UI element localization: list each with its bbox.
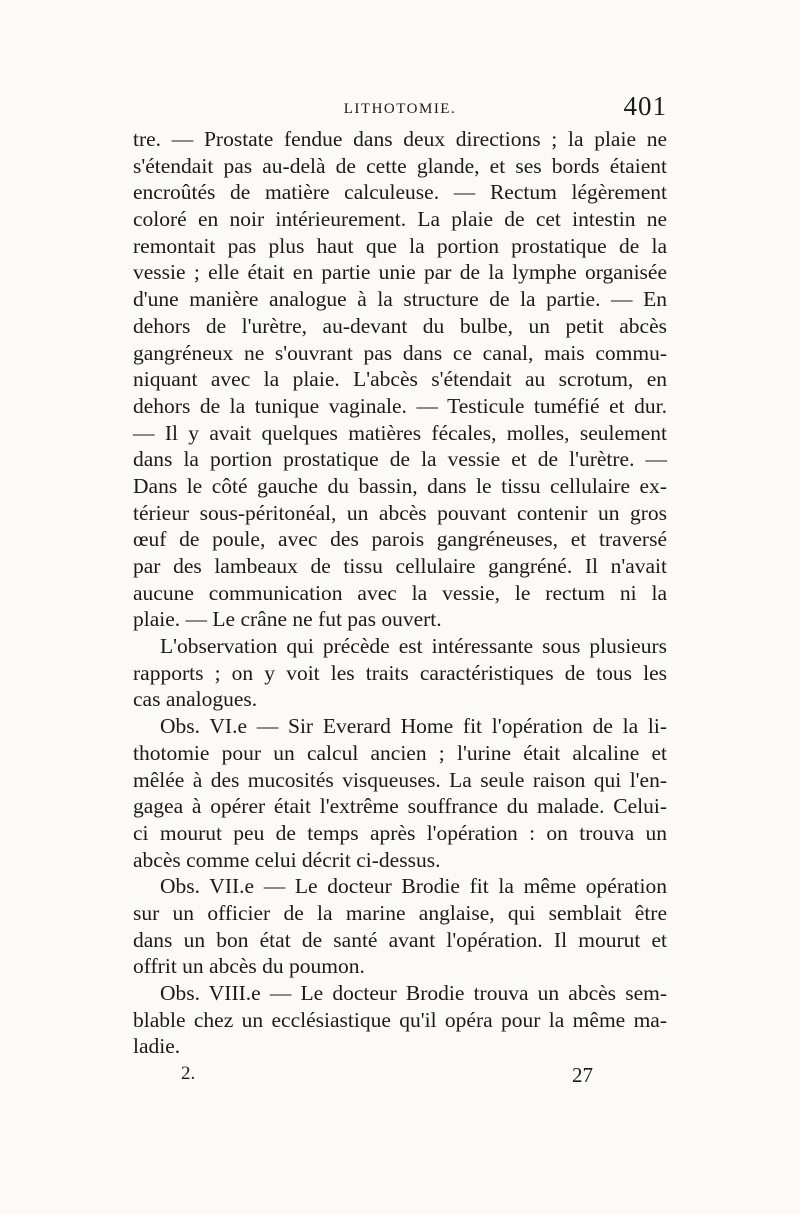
text-line: sur un officier de la marine anglaise, qui semblait être [133,900,667,925]
text-line: Obs. VI.e — Sir Everard Home fit l'opération de la li- [160,714,667,739]
text-line: blable chez un ecclésiastique qu'il opéra pour la même ma- [133,1007,667,1032]
text-line: thotomie pour un calcul ancien ; l'urine était alcaline et [133,740,667,765]
text-line: gagea à opérer était l'extrême souffrance du malade. Celui- [133,794,667,819]
text-line: encroûtés de matière calculeuse. — Rectum légèrement [133,180,667,205]
text-line: dans la portion prostatique de la vessie et de l'urètre. — [133,447,667,472]
text-line: remontait pas plus haut que la portion prostatique de la [133,233,667,258]
text-line: térieur sous-péritonéal, un abcès pouvant contenir un gros [133,500,667,525]
text-line: ci mourut peu de temps après l'opération : on trouva un [133,820,667,845]
text-line: mêlée à des mucosités visqueuses. La seule raison qui l'en- [133,767,667,792]
text-line: d'une manière analogue à la structure de la partie. — En [133,287,667,312]
text-line: plaie. — Le crâne ne fut pas ouvert. [133,607,442,632]
text-line: ladie. [133,1034,181,1059]
page-footer [133,1063,667,1093]
text-line: dehors de l'urètre, au-devant du bulbe, un petit abcès [133,313,667,338]
text-line: — Il y avait quelques matières fécales, molles, seulement [133,420,667,445]
text-line: cas analogues. [133,687,258,712]
text-line: vessie ; elle était en partie unie par de la lymphe organisée [133,260,667,285]
signature-mark: 2. [181,1063,196,1084]
text-line: L'observation qui précède est intéressante sous plusieurs [160,634,667,659]
text-line: abcès comme celui décrit ci-dessus. [133,847,441,872]
text-line: offrit un abcès du poumon. [133,954,365,979]
text-line: coloré en noir intérieurement. La plaie de cet intestin ne [133,207,667,232]
text-line: dans un bon état de santé avant l'opération. Il mourut et [133,927,667,952]
text-line: œuf de poule, avec des parois gangréneuses, et traversé [133,527,667,552]
text-line: dehors de la tunique vaginale. — Testicule tuméfié et dur. [133,393,667,418]
text-line: tre. — Prostate fendue dans deux directions ; la plaie ne [133,127,667,151]
text-line: Obs. VII.e — Le docteur Brodie fit la même opération [160,874,667,899]
page-header [133,93,667,129]
text-line: gangréneux ne s'ouvrant pas dans ce canal, mais commu- [133,340,667,365]
text-line: par des lambeaux de tissu cellulaire gangréné. Il n'avait [133,554,667,578]
text-line: s'étendait pas au-delà de cette glande, et ses bords étaient [133,153,667,178]
text-line: niquant avec la plaie. L'abcès s'étendait au scrotum, en [133,367,667,392]
running-title: LITHOTOMIE. [343,101,457,117]
catchword: 27 [572,1063,593,1087]
page-number: 401 [623,91,667,121]
body-text [133,126,667,1060]
text-line: Obs. VIII.e — Le docteur Brodie trouva un abcès sem- [160,981,667,1005]
text-line: rapports ; on y voit les traits caractéristiques de tous les [133,660,667,685]
text-line: aucune communication avec la vessie, le rectum ni la [133,580,667,605]
text-line: Dans le côté gauche du bassin, dans le tissu cellulaire ex- [133,473,667,498]
